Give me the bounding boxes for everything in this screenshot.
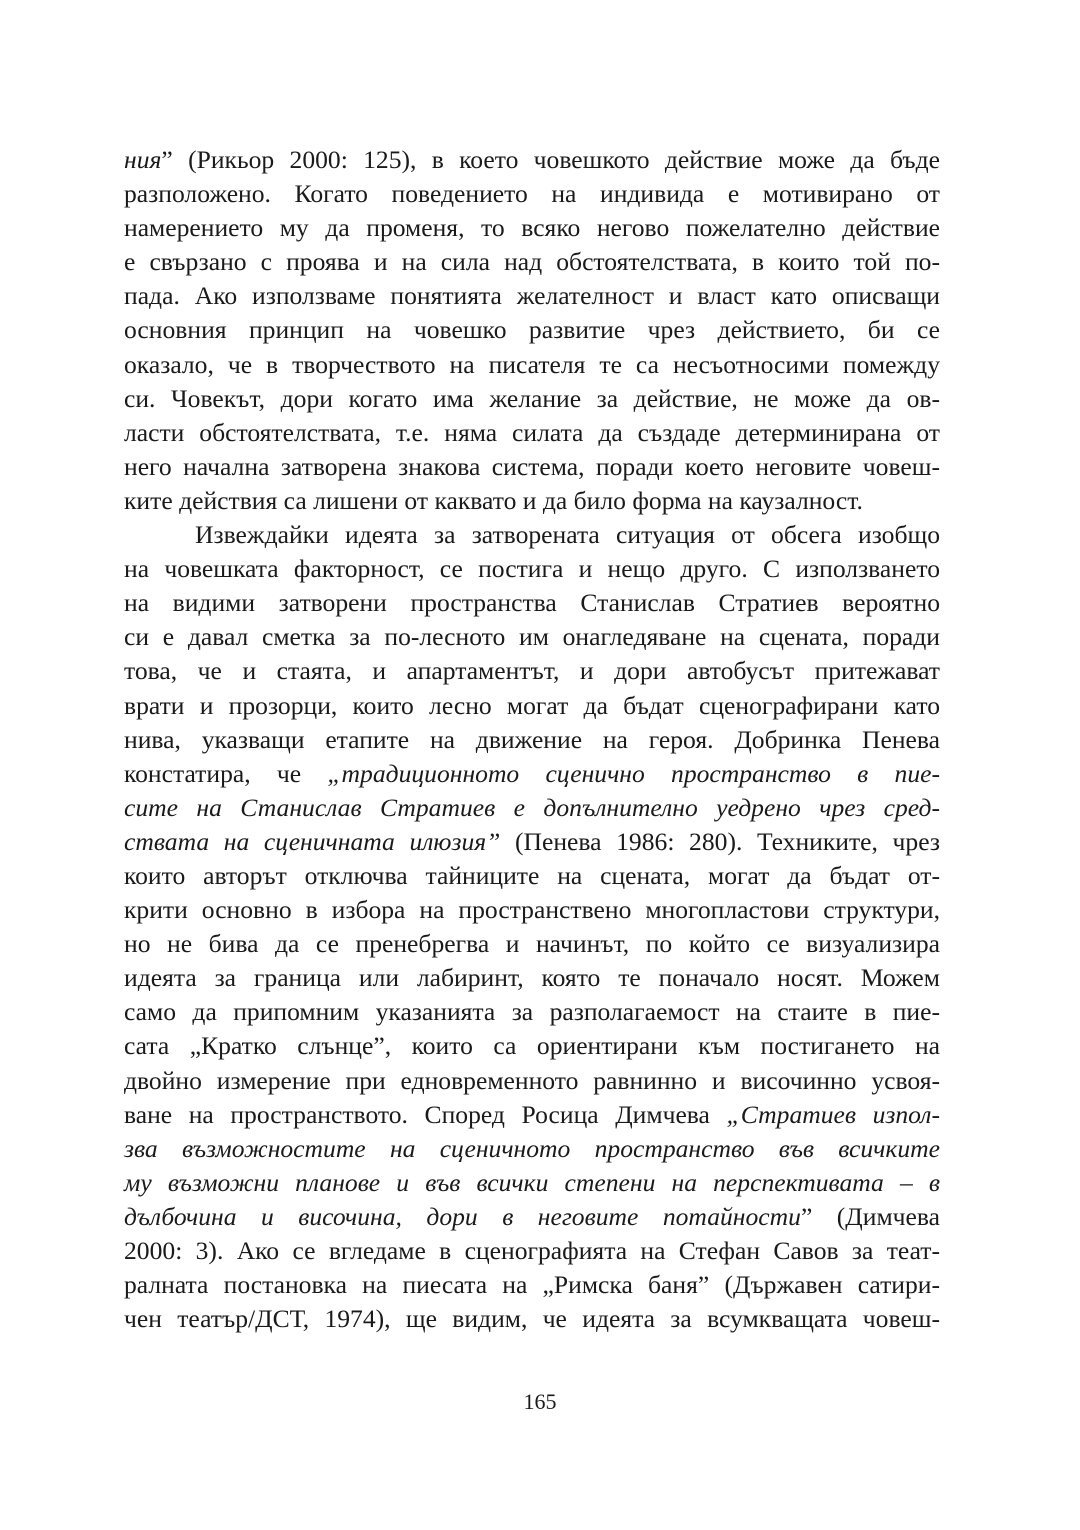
italic-quote-segment: „Стратиев изпол- [726,1099,940,1129]
text-segment: 2000: 3). Ако се вгледаме в сценографията на Стефан Савов за теат- [124,1236,940,1265]
text-line [124,211,940,245]
text-line [124,859,940,893]
text-segment: но не бива да се пренебрегва и начинът, по който се визуализира [124,929,940,959]
text-segment: ” (Рикьор 2000: 125), в което човешкото действие може да бъде [161,145,940,174]
text-line [124,689,940,723]
text-segment: ване на пространството. Според Росица Димчева [124,1099,727,1129]
text-segment: идеята за граница или лабиринт, която те поначало носят. Можем [124,963,940,993]
text-segment: ласти обстоятелствата, т.е. няма силата да създаде детерминирана от [124,417,940,447]
text-segment: двойно измерение при едновременното равнинно и височинно усвоя- [124,1065,940,1095]
text-segment: на видими затворени пространства Станислав Стратиев вероятно [124,588,940,618]
text-line [124,791,940,825]
text-line [124,552,940,586]
text-segment: си е давал сметка за по-лесното им онагледяване на сцената, поради [124,622,940,652]
text-line [124,279,940,313]
text-line [124,825,940,859]
text-line [124,518,940,552]
text-line [124,416,940,450]
text-line [124,893,940,927]
text-segment: на човешката факторност, се постига и нещо друго. С използването [124,554,940,584]
italic-quote-segment: зва възможностите на сценичното пространство във всичките [124,1133,940,1163]
text-segment: ралната постановка на пиесата на „Римска баня” (Държавен сатири- [124,1270,940,1300]
text-line [124,1268,940,1302]
italic-quote-segment: ния [124,145,162,174]
text-segment: чен театър/ДСТ, 1974), ще видим, че идеята за всумкващата човеш- [124,1304,940,1334]
text-segment: разположено. Когато поведението на индивида е мотивирано от [124,179,940,209]
page-number: 165 [523,1389,557,1414]
text-line [124,757,940,791]
text-line [124,313,940,347]
text-line [124,1200,940,1234]
text-line [124,177,940,211]
italic-quote-segment: сите на Станислав Стратиев е допълнително уедрено чрез сред- [124,792,940,822]
text-line [124,245,940,279]
text-segment: Извеждайки идеята за затворената ситуация от обсега изобщо [195,520,940,550]
paragraph [124,518,940,1336]
italic-quote-segment: му възможни планове и във всички степени на перспективата – в [124,1167,940,1197]
text-line [124,586,940,620]
text-line [124,1302,940,1336]
text-segment: това, че и стаята, и апартаментът, и дори автобусът притежават [124,656,940,686]
text-line [124,1132,940,1166]
italic-quote-segment: дълбочина и височина, дори в неговите потайности [124,1201,801,1231]
text-line [124,961,940,995]
paragraph [124,143,940,518]
text-line [124,1166,940,1200]
text-segment: ” (Димчева [800,1201,940,1231]
text-segment: него начална затворена знакова система, поради което неговите човеш- [124,451,940,481]
text-segment: пада. Ако използваме понятията желателност и власт като описващи [124,281,940,311]
text-line [124,1064,940,1098]
text-segment: които авторът отключва тайниците на сцената, могат да бъдат от- [124,860,940,890]
text-segment: оказало, че в творчеството на писателя те са несъотносими помежду [124,349,940,379]
text-line [124,723,940,757]
text-segment: врати и прозорци, които лесно могат да бъдат сценографирани като [124,690,940,720]
italic-quote-segment: ствата на сценичната илюзия” [124,826,501,856]
text-line [124,450,940,484]
text-segment: е свързано с проява и на сила над обстоятелствата, в които той по- [124,247,940,277]
text-segment: крити основно в избора на пространствено многопластови структури, [124,895,940,925]
text-line [124,1029,940,1063]
text-segment: основния принцип на човешко развитие чрез действието, би се [124,315,940,345]
text-line [124,654,940,688]
text-segment: само да припомним указанията за разполагаемост на стаите в пие- [124,997,940,1027]
text-line [124,620,940,654]
text-line [124,143,940,177]
italic-quote-segment: „традиционното сценично пространство в пие- [327,758,940,788]
text-segment: нива, указващи етапите на движение на героя. Добринка Пенева [124,724,940,754]
text-line [124,484,940,518]
text-segment: намерението му да променя, то всяко негово пожелателно действие [124,213,940,243]
text-line [124,348,940,382]
body-text [124,143,940,1336]
text-segment: си. Човекът, дори когато има желание за действие, не може да ов- [124,383,940,413]
text-segment: (Пенева 1986: 280). Техниките, чрез [500,826,940,856]
text-line [124,995,940,1029]
text-line [124,382,940,416]
text-segment: констатира, че [124,758,328,788]
text-segment: ките действия са лишени от каквато и да било форма на каузалност. [124,485,863,515]
text-segment: сата „Кратко слънце”, които са ориентирани към постигането на [124,1031,940,1061]
text-line [124,1234,940,1268]
text-line [124,927,940,961]
text-line [124,1098,940,1132]
